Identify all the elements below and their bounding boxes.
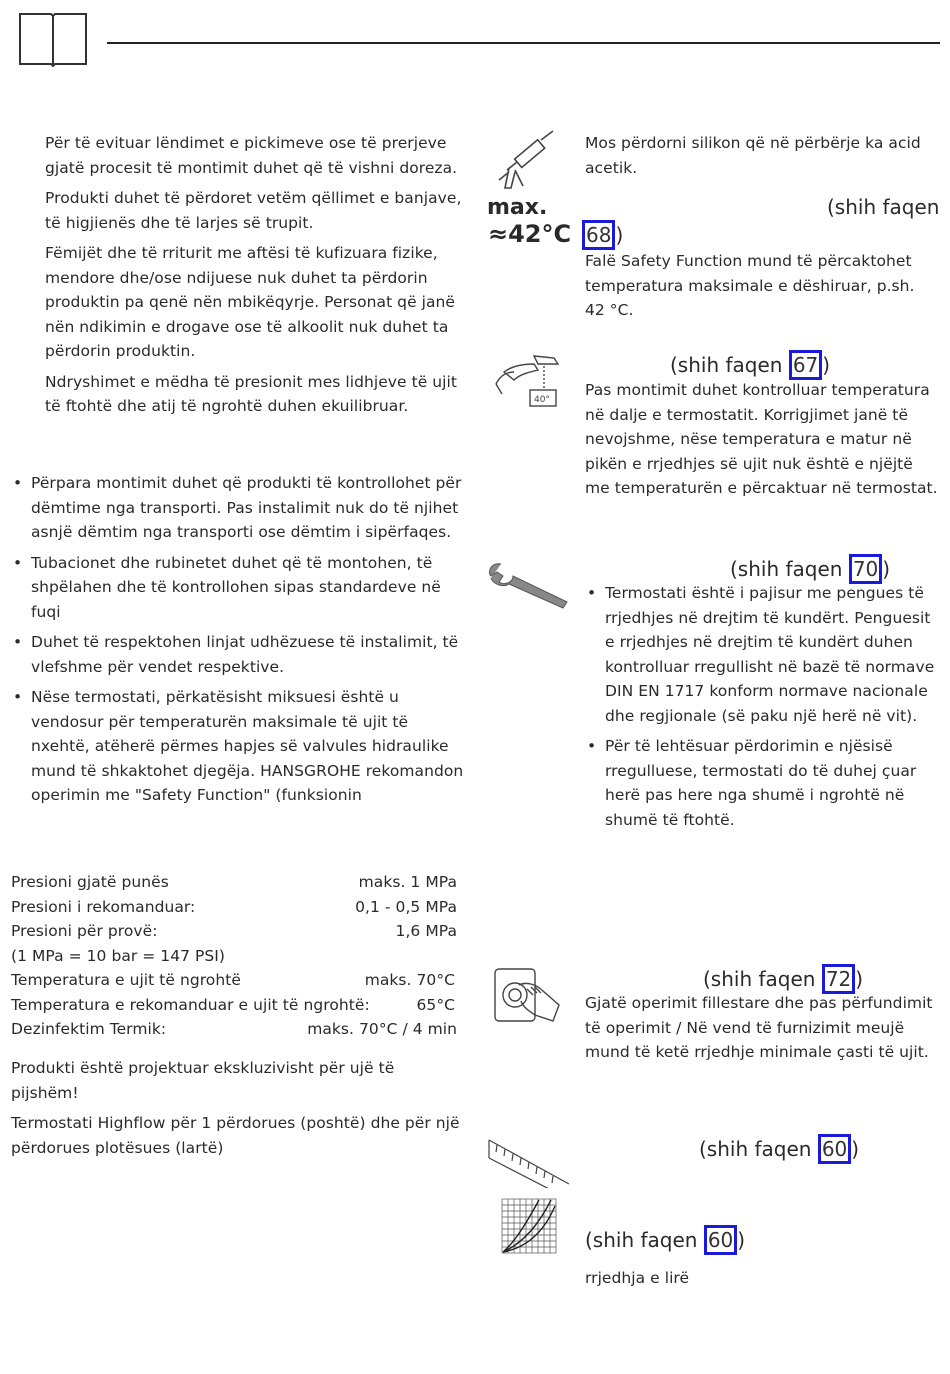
safety-function-ref (827, 193, 939, 221)
calibration-text: Pas montimit duhet kontrolluar temperatura në dalje e termostatit. Korrigjimet janë të nevojshme, nëse temperatura e matur në pikën e rrjedhjes së ujit nuk është e njëjtë me temperaturën e përcaktuar në termostat. (585, 381, 938, 497)
safety-function-ref-page (582, 220, 623, 250)
list-item: • Përpara montimit duhet që produkti të kontrollohet për dëmtime nga transporti. Pas instalimit nuk do të njihet asnjë dëmtim nga transporti ose dëmtim i sipërfaqes. (11, 471, 466, 545)
ref-suffix: ) (855, 967, 864, 991)
flow-caption: rrjedhja e lirë (585, 1269, 690, 1287)
silicone-gun-icon (497, 130, 559, 192)
spec-value: 65°C (416, 995, 455, 1014)
hand-knob-icon (493, 965, 563, 1025)
list-item: • Për të lehtësuar përdorimin e njësisë rregulluese, termostati do të duhej çuar herë pas here nga shumë i ngrohtë në shumë të ftohtë. (585, 734, 940, 832)
book-icon (18, 10, 88, 68)
spec-row (11, 944, 457, 969)
spec-row (11, 870, 457, 895)
page-link[interactable]: 72 (822, 964, 855, 994)
spec-label: Dezinfektim Termik: (11, 1020, 167, 1038)
ref-prefix: (shih faqen (670, 353, 783, 377)
page-link[interactable]: 67 (789, 350, 822, 380)
dimensions-ref (699, 1134, 859, 1164)
maintenance-notes (585, 581, 940, 838)
ref-suffix: ) (615, 223, 624, 247)
thermometer-reading: 40° (534, 395, 550, 405)
max-label: max. (487, 195, 548, 220)
ref-suffix: ) (882, 557, 891, 581)
ref-prefix: (shih faqen (699, 1137, 812, 1161)
page-link[interactable]: 60 (818, 1134, 851, 1164)
page-link[interactable]: 70 (849, 554, 882, 584)
spec-value: 1,6 MPa (395, 922, 457, 940)
spec-label: Presioni për provë: (11, 922, 158, 940)
maintenance-ref (730, 554, 890, 584)
spec-value: maks. 70°C (364, 971, 455, 989)
spec-value: 0,1 - 0,5 MPa (355, 897, 457, 916)
safety-function-text: Falë Safety Function mund të përcaktohet temperatura maksimale e dëshiruar, p.sh. 42 °C. (585, 252, 915, 319)
spec-row (11, 919, 457, 944)
safety-section (45, 131, 465, 425)
calibration-ref (670, 350, 830, 380)
wrench-icon (487, 558, 571, 610)
safety-paragraph: Për të evituar lëndimet e pickimeve ose të prerjeve gjatë procesit të montimit duhet që të vishni doreza. (45, 134, 458, 177)
ref-suffix: ) (822, 353, 831, 377)
technical-specs (11, 870, 457, 1042)
safety-paragraph: Produkti duhet të përdoret vetëm qëllimet e banjave, të higjienës dhe të larjes së trupit. (45, 189, 462, 232)
ref-prefix: (shih faqen (703, 967, 816, 991)
spec-value: maks. 1 MPa (358, 873, 457, 891)
spec-row (11, 1017, 457, 1042)
safety-paragraph: Fëmijët dhe të rriturit me aftësi të kufizuara fizike, mendore dhe/ose ndijuese nuk duhet ta përdorin produktin pa qenë nën mbikëqyrje. Personat që janë nën ndikimin e drogave ose të alkoolit nuk duhet ta përdorin produktin. (45, 244, 456, 360)
spec-label: Presioni gjatë punës (11, 873, 169, 891)
ref-prefix: (shih faqen (585, 1228, 698, 1252)
header-rule (107, 42, 940, 44)
list-item: • Nëse termostati, përkatësisht miksuesi është u vendosur për temperaturën maksimale të ujit të nxehtë, atëherë përmes hapjes së valvules hidraulike mund të shkaktohet djegëja. HANSGROHE rekomandon operimin me "Safety Function" (funksionin (11, 685, 466, 808)
operation-ref (703, 964, 863, 994)
page-link[interactable]: 60 (704, 1225, 737, 1255)
ref-suffix: ) (851, 1137, 860, 1161)
flow-diagram-icon (501, 1198, 557, 1254)
flow-diagram-ref (585, 1225, 745, 1255)
spec-row (11, 895, 457, 920)
operation-text: Gjatë operimit fillestare dhe pas përfundimit të operimit / Në vend të furnizimit meujë mund të ketë rrjedhje minimale çasti të ujit. (585, 994, 933, 1061)
page-link[interactable]: 68 (582, 220, 615, 250)
note-text: Termostati Highflow për 1 përdorues (poshtë) dhe për një përdorues plotësues (lartë) (11, 1114, 460, 1157)
list-item: • Termostati është i pajisur me pengues të rrjedhjes në drejtim të kundërt. Penguesit e rrjedhjes në drejtim të kundërt duhen kontrolluar rregullisht në bazë të normave DIN EN 1717 konform normave nacionale dhe regjionale (së paku një herë në vit). (585, 581, 940, 728)
installation-notes (11, 471, 466, 814)
silicone-warning: Mos përdorni silikon që në përbërje ka acid acetik. (585, 134, 921, 177)
safety-paragraph: Ndryshimet e mëdha të presionit mes lidhjeve të ujit të ftohtë dhe atij të ngrohtë duhen ekuilibruar. (45, 372, 458, 415)
ref-suffix: ) (737, 1228, 746, 1252)
ref-prefix: (shih faqen (827, 195, 940, 219)
spec-label: (1 MPa = 10 bar = 147 PSI) (11, 946, 226, 965)
spec-label: Presioni i rekomanduar: (11, 897, 196, 916)
spec-row (11, 968, 457, 993)
spec-value: maks. 70°C / 4 min (307, 1020, 457, 1038)
usage-notes (11, 1056, 466, 1166)
spec-label: Temperatura e ujit të ngrohtë (11, 971, 241, 989)
list-item: • Tubacionet dhe rubinetet duhet që të montohen, të shpëlahen dhe të kontrollohen sipas standardeve në fuqi (11, 551, 466, 625)
temperature-label: ≈42°C (488, 220, 572, 248)
list-item: • Duhet të respektohen linjat udhëzuese të instalimit, të vlefshme për vendet respektive. (11, 630, 466, 679)
spec-row (11, 993, 457, 1018)
note-text: Produkti është projektuar ekskluzivisht për ujë të pijshëm! (11, 1059, 395, 1102)
temperature-check-icon (494, 350, 562, 410)
ref-prefix: (shih faqen (730, 557, 843, 581)
spec-label: Temperatura e rekomanduar e ujit të ngrohtë: (11, 995, 370, 1014)
ruler-icon (487, 1136, 571, 1188)
